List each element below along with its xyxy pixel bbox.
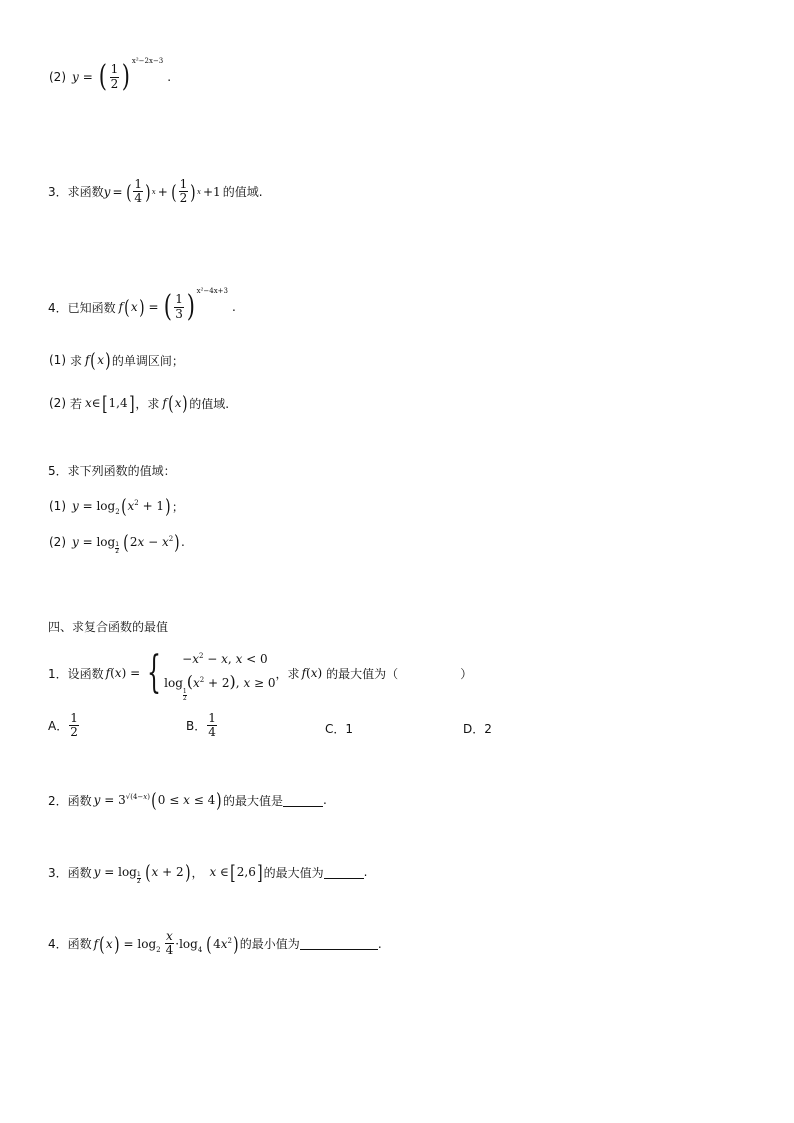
formula: y [72, 70, 79, 84]
piecewise-cases: $-x^2 - x$, x < 0 log $\frac{1}{2}$ $(x^2 + 2)$, x ≥ 0 [164, 652, 276, 703]
choice-b: B． $\frac{1}{4}$ [186, 711, 216, 740]
brace: { [147, 647, 162, 699]
question-5-part-2: (2) y = log 1 2 ( $2x - x^2$ ) . [49, 530, 185, 555]
section-question-4: 4． 函数 f ( x ) = $\log_2$ $\frac{x}{4}$ $\cdot\log_4$ ( $4x^2$ ) 的最小值为 . [48, 929, 382, 958]
question-4: 4． 已知函数 f ( x ) = ( $\frac{1}{3}$ ) x²−4x+3 . [48, 287, 236, 324]
section-question-2: 2． 函数 $y = 3^{√(4-x)}$ ( 0 ≤ x ≤ 4 ) 的最大值是 . [48, 788, 327, 812]
question-5-part-1: (1) $y = \log_2$ ( $x^2 + 1$ ) ； [49, 494, 184, 518]
exponent: x²−2x−3 [131, 57, 164, 65]
choice-a: A． $\frac{1}{2}$ [48, 711, 78, 740]
answer-blank[interactable] [324, 866, 364, 879]
question-4-part-2: (2) 若 x∈ [ 1,4 ] ，求 f ( x ) 的值域. [49, 391, 230, 415]
answer-blank[interactable] [283, 794, 323, 807]
question-3: 3． 求函数 y = ( $\frac{1}{4}$ ) x + ( $\frac{1}{2}$ ) x +1 的值域. [48, 177, 263, 206]
problem-2-line: (2) y = ( $\frac{1}{2}$ ) x²−2x−3 . [49, 57, 172, 94]
fraction: $\frac{1}{2}$ [110, 62, 119, 91]
label: (2) [49, 70, 66, 84]
choice-d: D．2 [463, 722, 492, 736]
answer-blank[interactable] [300, 937, 378, 950]
question-5: 5． 求下列函数的值域： [48, 464, 176, 478]
section-question-1: 1． 设函数 f(x) = { $-x^2 - x$, x < 0 log $\frac{1}{2}$ $(x^2 + 2)$, x ≥ 0 ，求 f(x) 的最大值为（ ） [48, 647, 473, 703]
section-title: 四、求复合函数的最值 [48, 620, 169, 634]
choice-c: C．1 [325, 722, 354, 736]
section-question-3: 3． 函数 y = log 1 2 ( x + 2 ) ， x ∈ [ 2,6 ] 的最大值为 . [48, 860, 368, 885]
formula: = [82, 70, 93, 84]
question-4-part-1: (1) 求 f ( x ) 的单调区间； [49, 348, 184, 372]
